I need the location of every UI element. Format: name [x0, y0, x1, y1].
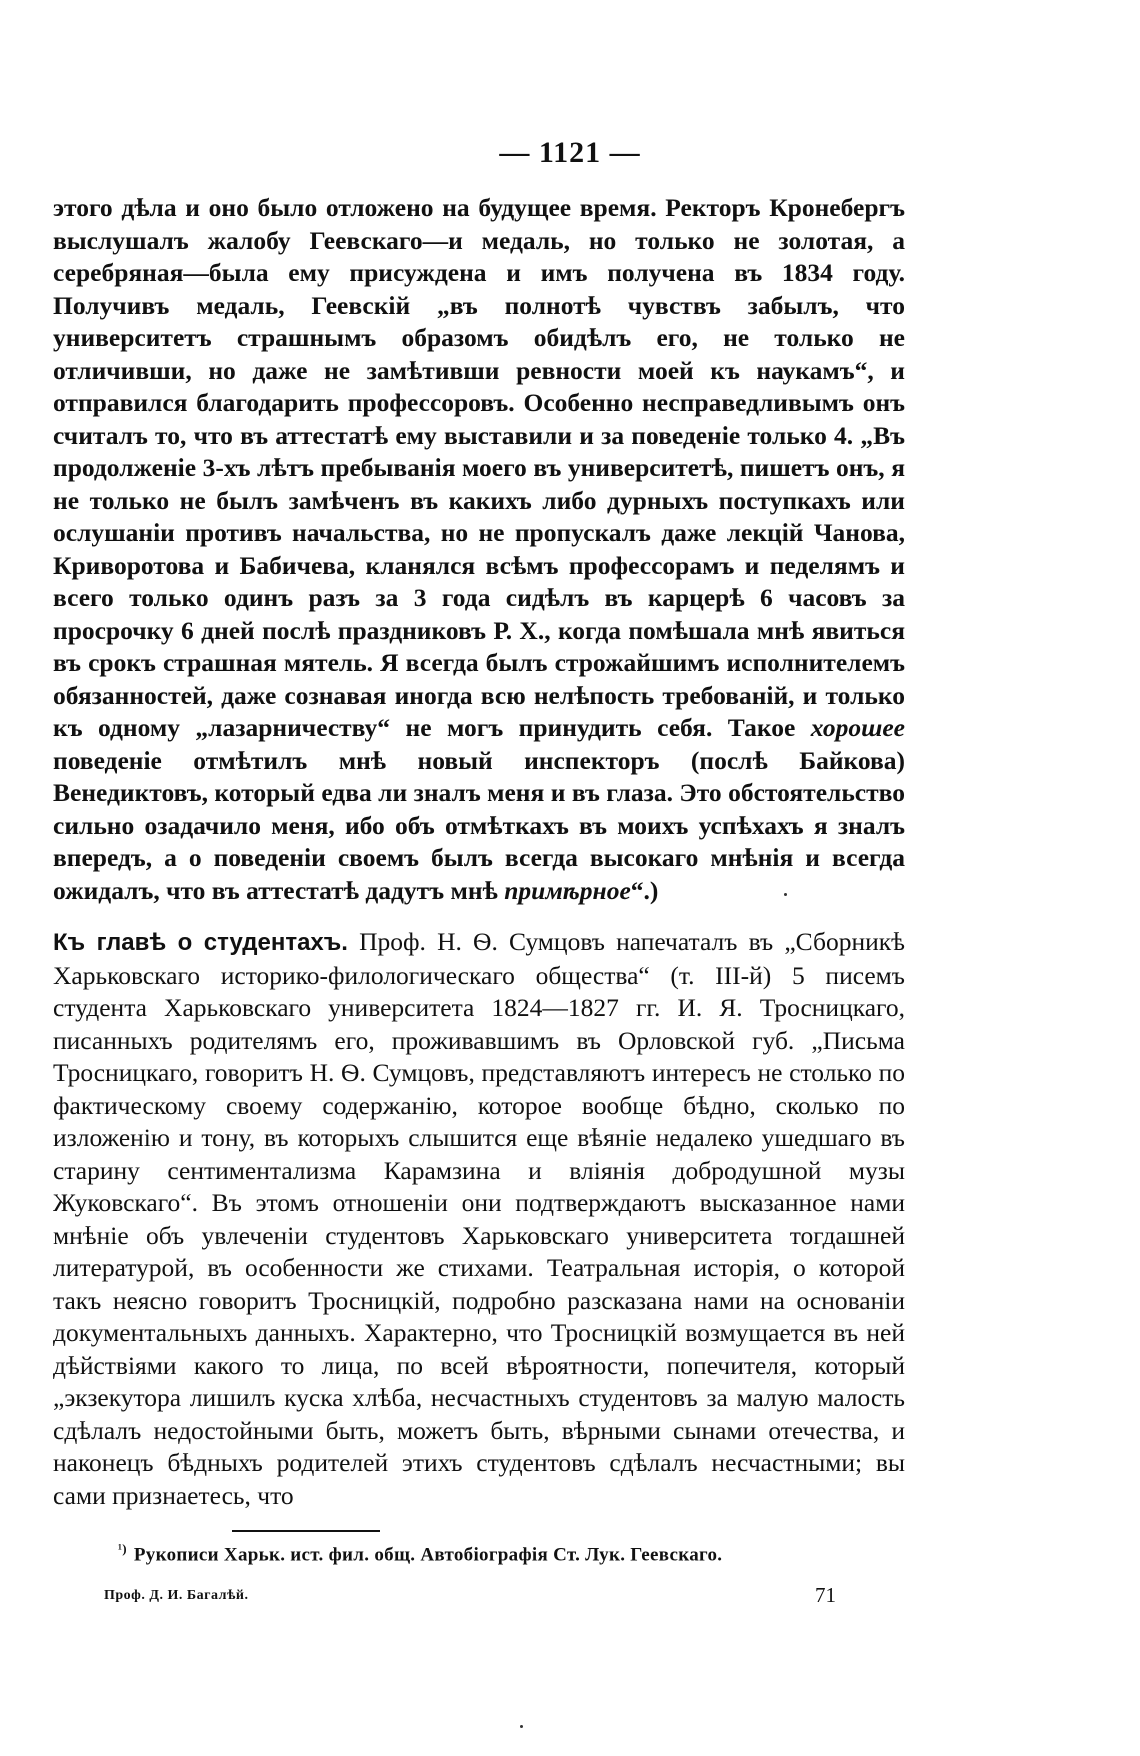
quote-text-part-1: этого дѣла и оно было отложено на будущее время. Ректоръ Кронебергъ выслушалъ жалобу Геевскаго—и медаль, но только не золотая, а серебряная—была ему присуждена и имъ получена въ 1834 году. Получивъ медаль, Геевскій „въ полнотѣ чувствъ забылъ, что университетъ страшнымъ образомъ обидѣлъ его, не только не отличивши, но даже не замѣтивши ревности моей къ наукамъ“, и отправился благодарить профессоровъ. Особенно несправедливымъ онъ считалъ то, что въ аттестатѣ ему выставили и за поведеніе только 4. „Въ продолженіе 3-хъ лѣтъ пребыванія моего въ университетѣ, пишетъ онъ, я не только не былъ замѣченъ въ какихъ либо дурныхъ поступкахъ или ослушаніи противъ начальства, но не пропускалъ даже лекцій Чанова, Криворотова и Бабичева, кланялся всѣмъ профессорамъ и педелямъ и всего только одинъ разъ за 3 года сидѣлъ въ карцерѣ 6 часовъ за просрочку 6 дней послѣ праздниковъ Р. Х., когда помѣшала мнѣ явиться въ срокъ страшная мятель. Я всегда былъ строжайшимъ исполнителемъ обязанностей, даже сознавая иногда всю нелѣпость требованій, и только къ одному „лазарничеству“ не могъ принудить себя. Такое	[53, 193, 905, 742]
footnote-divider	[232, 1530, 380, 1532]
sheet-number: 71	[815, 1583, 836, 1607]
footnote-text: Рукописи Харьк. ист. фил. общ. Автобіографія Ст. Лук. Геевскаго.	[133, 1544, 723, 1566]
print-speck	[520, 1725, 523, 1728]
footnote	[118, 1541, 918, 1566]
footnote-marker: ¹)	[118, 1541, 127, 1556]
quote-italic-khoroshee: хорошее	[810, 713, 905, 742]
page-number: — 1121 —	[499, 136, 641, 169]
author-signature: Проф. Д. И. Багалѣй.	[104, 1588, 249, 1603]
quote-text-part-2: поведеніе отмѣтилъ мнѣ новый инспекторъ (послѣ Байкова) Венедиктовъ, который едва ли зналъ меня и въ глаза. Это обстоятельство сильно озадачило меня, ибо объ отмѣткахъ въ моихъ успѣхахъ я зналъ впередъ, а о поведеніи своемъ былъ всегда высокаго мнѣнія и всегда ожидалъ, что въ аттестатѣ дадутъ мнѣ	[53, 745, 905, 905]
print-speck	[784, 893, 787, 896]
quoted-autobiography-paragraph	[53, 192, 905, 907]
section-body: Проф. Н. Ѳ. Сумцовъ напечаталъ въ „Сборникѣ Харьковскаго историко-филологическаго общества“ (т. III-й) 5 писемъ студента Харьковскаго университета 1824—1827 гг. И. Я. Тросницкаго, писанныхъ родителямъ его, проживавшимъ въ Орловской губ. „Письма Тросницкаго, говоритъ Н. Ѳ. Сумцовъ, представляютъ интересъ не столько по фактическому своему содержанію, которое вообще бѣдно, сколько по изложенію и тону, въ которыхъ слышится еще вѣяніе недалеко ушедшаго въ старину сентиментализма Карамзина и вліянія добродушной музы Жуковскаго“. Въ этомъ отношеніи они подтверждаютъ высказанное нами мнѣніе объ увлеченіи студентовъ Харьковскаго университета тогдашней литературой, въ особенности же стихами. Театральная исторія, о которой такъ неясно говоритъ Тросницкій, подробно разсказана нами на основаніи документальныхъ данныхъ. Характерно, что Тросницкій возмущается въ ней дѣйствіями какого то лица, по всей вѣроятности, попечителя, который „экзекутора лишилъ куска хлѣба, несчастныхъ студентовъ за малую малость сдѣлалъ недостойными быть, можетъ быть, вѣрными сынами отечества, и наконецъ бѣдныхъ родителей этихъ студентовъ сдѣлалъ несчастными; вы сами признаетесь, что	[53, 927, 905, 1510]
quote-italic-primernoe: примѣрное	[504, 875, 631, 905]
students-section-paragraph	[53, 926, 905, 1512]
section-heading: Къ главѣ о студентахъ.	[53, 929, 348, 956]
quote-text-part-3: “.)	[630, 875, 659, 905]
